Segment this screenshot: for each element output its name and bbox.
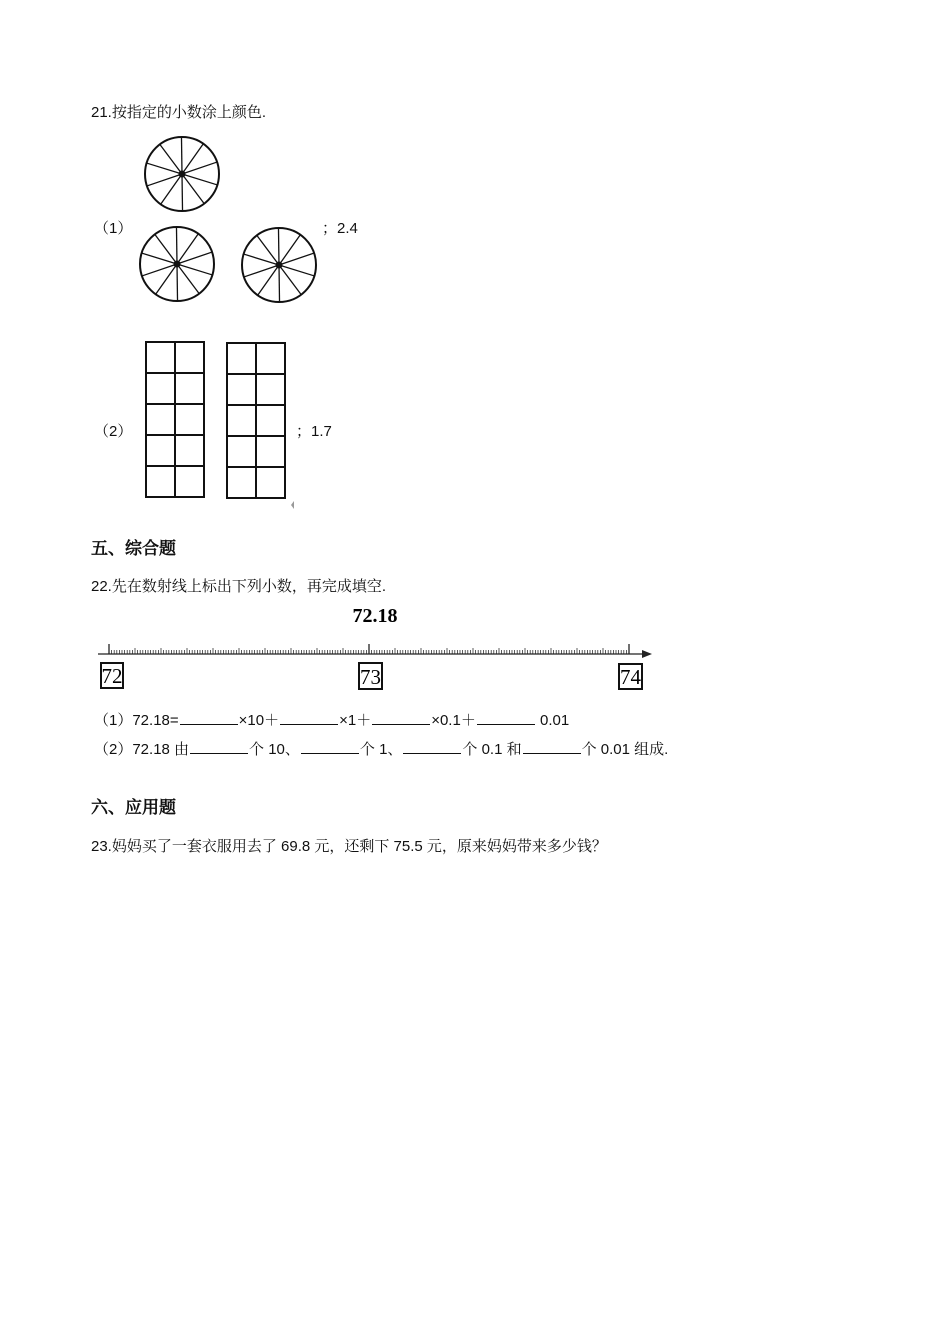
section5-title: 五、综合题 <box>91 539 176 558</box>
q21-part1-value: ；2.4 <box>322 220 358 237</box>
tick-label-72: 72 <box>101 664 123 688</box>
q21-part2-grids <box>135 333 305 513</box>
q23-title: 23.妈妈买了一套衣服用去了 69.8 元，还剩下 75.5 元，原来妈妈带来多少钱？ <box>91 838 607 855</box>
answer-blank[interactable] <box>403 739 461 754</box>
tick-box-73 <box>359 663 382 689</box>
small-marker <box>291 501 294 509</box>
answer-blank[interactable] <box>301 739 359 754</box>
q22-line2: （2）72.18 由 个 10、 个 1、 个 0.1 和 个 0.01 组成. <box>94 741 669 758</box>
q21-title: 21.按指定的小数涂上颜色. <box>91 104 267 121</box>
tick-label-73: 73 <box>360 665 381 689</box>
answer-blank[interactable] <box>523 739 581 754</box>
q22-number-line <box>90 600 670 700</box>
answer-blank[interactable] <box>372 710 430 725</box>
q21-part1-wheels <box>130 128 330 308</box>
grid-1[interactable] <box>146 342 204 497</box>
wheel-1[interactable] <box>145 137 219 211</box>
answer-blank[interactable] <box>477 710 535 725</box>
tick-label-74: 74 <box>620 665 641 689</box>
q22-marker-label: 72.18 <box>352 605 398 627</box>
q22-line1: （1）72.18= ×10＋ ×1＋ ×0.1＋ 0.01 <box>94 712 570 729</box>
tick-box-72 <box>101 663 123 688</box>
answer-blank[interactable] <box>190 739 248 754</box>
wheel-2[interactable] <box>140 227 214 301</box>
q21-part2-label: （2） <box>94 423 133 440</box>
section6-title: 六、应用题 <box>91 798 176 817</box>
q22-title: 22.先在数射线上标出下列小数，再完成填空. <box>91 578 387 595</box>
number-line-arrow <box>642 650 652 658</box>
answer-blank[interactable] <box>180 710 238 725</box>
answer-blank[interactable] <box>280 710 338 725</box>
tick-box-74 <box>619 664 642 689</box>
q21-part1-label: （1） <box>94 220 133 237</box>
wheel-3[interactable] <box>242 228 316 302</box>
grid-2[interactable] <box>227 343 285 498</box>
q21-part2-value: ；1.7 <box>296 423 332 440</box>
